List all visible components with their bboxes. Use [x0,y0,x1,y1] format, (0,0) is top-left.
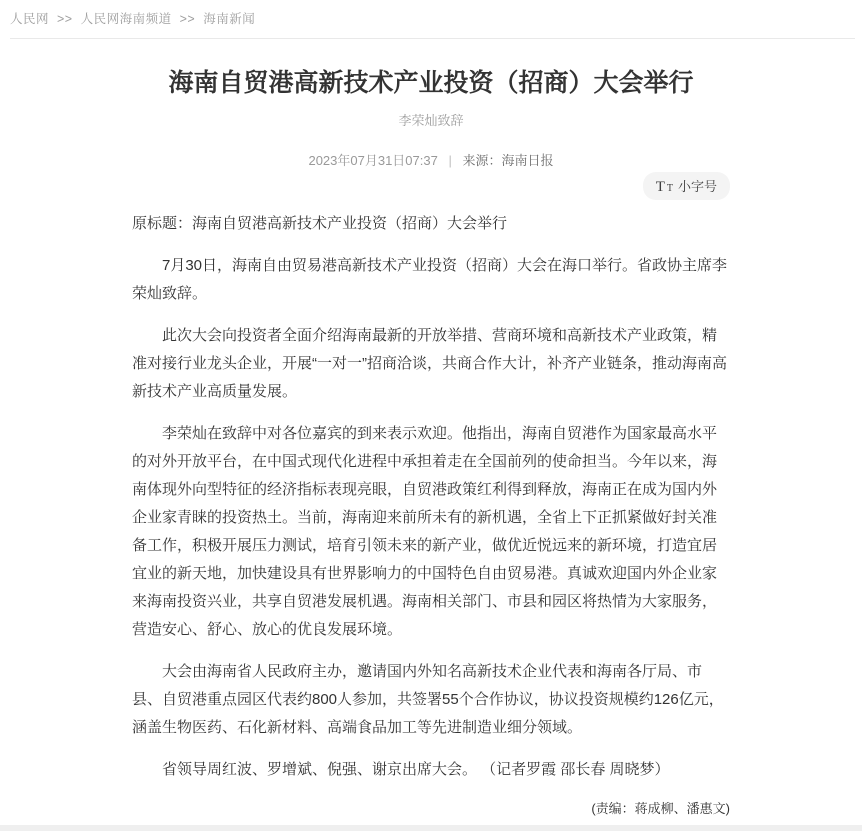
meta-separator: | [448,153,452,168]
font-size-button[interactable] [643,172,730,200]
breadcrumb-link-hainan-news[interactable]: 海南新闻 [203,12,256,26]
publish-date: 2023年07月31日07:37 [308,153,438,168]
editor-credit: (责编：蒋成柳、潘惠文) [591,801,730,816]
source-label: 来源： [462,153,502,168]
page-bottom-strip [0,825,862,831]
breadcrumb-separator: >> [57,12,73,26]
breadcrumb-separator: >> [179,12,196,26]
breadcrumb [10,9,852,27]
font-size-icon: T [655,179,665,195]
topbar [0,0,862,39]
article-paragraph: 7月30日，海南自由贸易港高新技术产业投资（招商）大会在海口举行。省政协主席李荣灿致辞。 [132,257,728,302]
article-toolbar [132,172,730,196]
article-body [132,210,730,784]
article-title: 海南自贸港高新技术产业投资（招商）大会举行 [168,69,694,97]
article [132,67,730,831]
article-paragraph: 省领导周红波、罗增斌、倪强、谢京出席大会。 （记者罗霞 邵长春 周晓梦） [162,761,670,778]
font-size-button-label: 小字号 [677,179,717,194]
article-paragraph: 大会由海南省人民政府主办，邀请国内外知名高新技术企业代表和海南各厅局、市县、自贸港重点园区代表约800人参加，共签署55个合作协议，协议投资规模约126亿元，涵盖生物医药、石化新材料、高端食品加工等先进制造业细分领域。 [132,663,724,736]
topbar-divider [10,38,855,39]
original-title-line: 原标题：海南自贸港高新技术产业投资（招商）大会举行 [132,215,508,232]
article-paragraph: 此次大会向投资者全面介绍海南最新的开放举措、营商环境和高新技术产业政策，精准对接行业龙头企业，开展“一对一”招商洽谈，共商合作大计，补齐产业链条，推动海南高新技术产业高质量发展。 [132,327,727,400]
article-meta [132,150,730,169]
breadcrumb-link-peoples-daily[interactable]: 人民网 [10,12,50,26]
breadcrumb-link-hainan-channel[interactable]: 人民网海南频道 [80,12,172,26]
font-size-icon-small: T [666,183,673,194]
article-paragraph: 李荣灿在致辞中对各位嘉宾的到来表示欢迎。他指出，海南自贸港作为国家最高水平的对外开放平台，在中国式现代化进程中承担着走在全国前列的使命担当。今年以来，海南体现外向型特征的经济指标表现亮眼，自贸港政策红利得到释放，海南正在成为国内外企业家青睐的投资热土。当前，海南迎来前所未有的新机遇，全省上下正抓紧做好封关准备工作，积极开展压力测试，培育引领未来的新产业，做优近悦远来的新环境，打造宜居宜业的新天地，加快建设具有世界影响力的中国特色自由贸易港。真诚欢迎国内外企业家来海南投资兴业，共享自贸港发展机遇。海南相关部门、市县和园区将热情为大家服务，营造安心、舒心、放心的优良发展环境。 [132,425,718,638]
source-name: 海南日报 [501,153,554,168]
article-subtitle: 李荣灿致辞 [398,113,464,128]
